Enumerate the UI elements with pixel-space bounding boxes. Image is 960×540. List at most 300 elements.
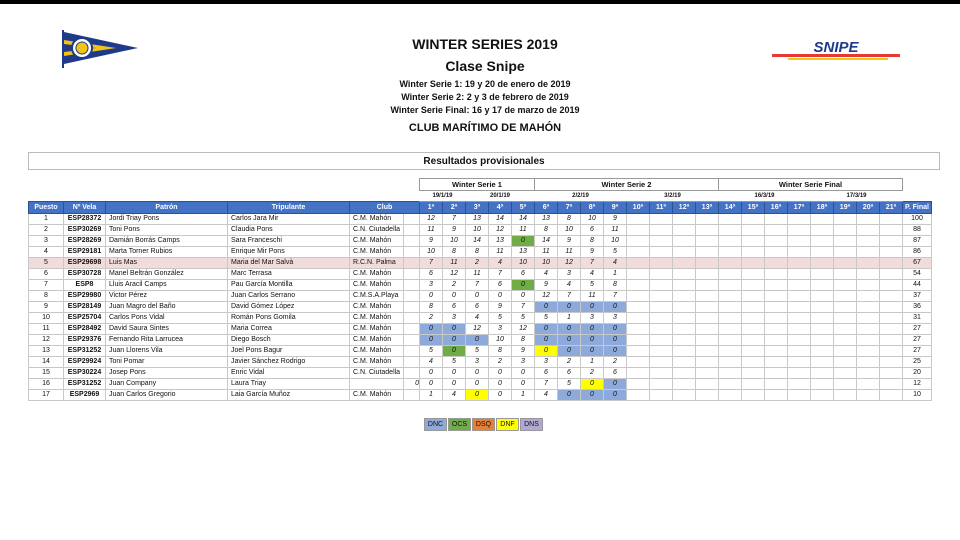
cell-race: [742, 247, 765, 258]
cell-race: 6: [466, 302, 489, 313]
cell-race: [811, 269, 834, 280]
cell-race: [857, 390, 880, 401]
cell-race: [834, 280, 857, 291]
cell-race: 4: [558, 280, 581, 291]
cell-race: 0: [581, 335, 604, 346]
table-row: [29, 258, 932, 269]
cell-club: C.M. Mahón: [350, 280, 404, 291]
cell-race: 0: [604, 379, 627, 390]
cell-race: [696, 335, 719, 346]
cell-race: [811, 280, 834, 291]
cell-race: [650, 324, 673, 335]
cell-race: 1: [581, 357, 604, 368]
cell-race: [650, 302, 673, 313]
cell-race: [627, 368, 650, 379]
cell-race: 3: [512, 357, 535, 368]
cell-race: [719, 258, 742, 269]
cell-race: 10: [443, 236, 466, 247]
cell-race: 6: [420, 269, 443, 280]
race-date: 20/1/19: [466, 191, 535, 202]
cell-race: 8: [466, 247, 489, 258]
cell-race: 0: [558, 302, 581, 313]
cell-race: 0: [581, 390, 604, 401]
cell-race: 8: [558, 214, 581, 225]
cell-race: [719, 236, 742, 247]
cell-race: 3: [420, 280, 443, 291]
cell-race: 11: [535, 247, 558, 258]
cell-club: C.M.S.A.Playa: [350, 291, 404, 302]
table-row: [29, 291, 932, 302]
cell-race: [627, 357, 650, 368]
cell-extra: [404, 324, 420, 335]
cell-race: [857, 335, 880, 346]
cell-race: [811, 390, 834, 401]
cell-race: 4: [466, 313, 489, 324]
cell-vela: ESP30269: [64, 225, 106, 236]
cell-race: 0: [604, 302, 627, 313]
cell-race: [627, 269, 650, 280]
cell-final: 12: [903, 379, 932, 390]
cell-race: [627, 390, 650, 401]
cell-race: [650, 313, 673, 324]
cell-club: C.M. Mahón: [350, 269, 404, 280]
cell-race: [857, 269, 880, 280]
cell-patron: Juan Carlos Gregorio: [106, 390, 228, 401]
cell-race: 1: [420, 390, 443, 401]
cell-race: [742, 258, 765, 269]
cell-race: 0: [512, 379, 535, 390]
cell-race: [742, 313, 765, 324]
cell-race: [719, 368, 742, 379]
table-row: [29, 269, 932, 280]
cell-extra: [404, 335, 420, 346]
col-race: 18ª: [811, 202, 834, 214]
cell-race: [742, 379, 765, 390]
cell-race: [742, 368, 765, 379]
cell-race: [788, 291, 811, 302]
cell-race: 0: [466, 390, 489, 401]
cell-race: 11: [489, 247, 512, 258]
results-table: [28, 178, 932, 401]
cell-race: 9: [443, 225, 466, 236]
cell-final: 27: [903, 335, 932, 346]
cell-race: 10: [489, 335, 512, 346]
col-race: 12ª: [673, 202, 696, 214]
cell-race: 12: [512, 324, 535, 335]
cell-race: 6: [535, 368, 558, 379]
cell-race: [765, 313, 788, 324]
cell-puesto: 14: [29, 357, 64, 368]
col-club: Club: [350, 202, 420, 214]
cell-race: [673, 335, 696, 346]
cell-race: [719, 390, 742, 401]
col-race: 3ª: [466, 202, 489, 214]
cell-race: 12: [466, 324, 489, 335]
cell-vela: ESP29181: [64, 247, 106, 258]
cell-tripulante: Sara Franceschi: [228, 236, 350, 247]
cell-race: [857, 236, 880, 247]
cell-race: 9: [512, 346, 535, 357]
col-patron: Patrón: [106, 202, 228, 214]
cell-race: [742, 269, 765, 280]
col-race: 6ª: [535, 202, 558, 214]
cell-race: [742, 236, 765, 247]
cell-race: [765, 357, 788, 368]
legend-item-dsq: DSQ: [472, 418, 495, 431]
cell-race: [719, 324, 742, 335]
cell-club: C.M. Mahón: [350, 214, 404, 225]
cell-race: [788, 368, 811, 379]
cell-race: 9: [535, 280, 558, 291]
cell-race: [627, 291, 650, 302]
cell-race: [650, 214, 673, 225]
cell-patron: Victor Pérez: [106, 291, 228, 302]
cell-race: [811, 214, 834, 225]
cell-race: 2: [604, 357, 627, 368]
group-serie-final: Winter Serie Final: [719, 179, 903, 191]
cell-extra: [404, 368, 420, 379]
cell-tripulante: Laia García Muñoz: [228, 390, 350, 401]
cell-final: 44: [903, 280, 932, 291]
cell-extra: 0: [404, 379, 420, 390]
cell-race: [765, 324, 788, 335]
cell-puesto: 8: [29, 291, 64, 302]
cell-patron: Jordi Triay Pons: [106, 214, 228, 225]
cell-race: [880, 324, 903, 335]
cell-tripulante: Laura Triay: [228, 379, 350, 390]
cell-race: [857, 324, 880, 335]
cell-club: C.N. Ciutadella: [350, 368, 404, 379]
cell-extra: [404, 291, 420, 302]
cell-race: 11: [581, 291, 604, 302]
cell-race: [880, 247, 903, 258]
cell-extra: [404, 302, 420, 313]
cell-race: [811, 379, 834, 390]
cell-vela: ESP30224: [64, 368, 106, 379]
col-race: 9ª: [604, 202, 627, 214]
cell-race: [880, 225, 903, 236]
cell-race: 3: [558, 269, 581, 280]
cell-final: 36: [903, 302, 932, 313]
cell-race: [788, 236, 811, 247]
cell-vela: ESP29980: [64, 291, 106, 302]
cell-race: [696, 302, 719, 313]
cell-race: [696, 390, 719, 401]
cell-final: 31: [903, 313, 932, 324]
cell-race: [650, 269, 673, 280]
cell-race: 5: [512, 313, 535, 324]
cell-race: [788, 346, 811, 357]
page-subtitle: Clase Snipe: [445, 58, 525, 74]
cell-race: [696, 214, 719, 225]
cell-race: [742, 357, 765, 368]
cell-patron: Juan Company: [106, 379, 228, 390]
cell-race: [742, 302, 765, 313]
cell-race: 10: [420, 247, 443, 258]
cell-race: 4: [581, 269, 604, 280]
cell-race: 3: [466, 357, 489, 368]
cell-final: 25: [903, 357, 932, 368]
cell-race: [673, 236, 696, 247]
col-race: 4ª: [489, 202, 512, 214]
cell-race: 11: [512, 225, 535, 236]
cell-race: [880, 335, 903, 346]
cell-puesto: 11: [29, 324, 64, 335]
cell-race: [880, 357, 903, 368]
cell-extra: [404, 258, 420, 269]
cell-race: [765, 390, 788, 401]
cell-race: 0: [489, 291, 512, 302]
cell-race: [788, 313, 811, 324]
cell-extra: [404, 357, 420, 368]
cell-race: 10: [466, 225, 489, 236]
cell-extra: [404, 390, 420, 401]
cell-race: [650, 247, 673, 258]
club-name: CLUB MARÍTIMO DE MAHÓN: [408, 122, 562, 134]
cell-final: 27: [903, 346, 932, 357]
cell-puesto: 3: [29, 236, 64, 247]
cell-race: 7: [558, 291, 581, 302]
col-race: 19ª: [834, 202, 857, 214]
cell-race: 14: [512, 214, 535, 225]
table-row: [29, 280, 932, 291]
cell-race: [627, 258, 650, 269]
cell-race: [880, 291, 903, 302]
cell-race: [765, 258, 788, 269]
cell-race: [742, 291, 765, 302]
cell-race: 2: [581, 368, 604, 379]
cell-race: 0: [512, 368, 535, 379]
cell-race: [811, 324, 834, 335]
cell-race: 7: [581, 258, 604, 269]
cell-race: 0: [581, 379, 604, 390]
cell-race: [880, 280, 903, 291]
cell-race: 13: [466, 214, 489, 225]
legend-item-dnf: DNF: [496, 418, 519, 431]
cell-patron: Fernando Rita Larrucea: [106, 335, 228, 346]
cell-club: C.M. Mahón: [350, 335, 404, 346]
cell-race: [650, 258, 673, 269]
legend-item-dnc: DNC: [424, 418, 447, 431]
cell-puesto: 12: [29, 335, 64, 346]
cell-race: [834, 225, 857, 236]
cell-extra: [404, 280, 420, 291]
cell-tripulante: Enrique Mir Pons: [228, 247, 350, 258]
cell-vela: ESP29698: [64, 258, 106, 269]
cell-race: 2: [558, 357, 581, 368]
cell-race: [719, 280, 742, 291]
cell-race: [880, 379, 903, 390]
cell-vela: ESP25704: [64, 313, 106, 324]
cell-race: [765, 379, 788, 390]
cell-race: 14: [466, 236, 489, 247]
cell-race: [880, 302, 903, 313]
cell-tripulante: Enric Vidal: [228, 368, 350, 379]
cell-race: 3: [489, 324, 512, 335]
cell-race: 5: [489, 313, 512, 324]
cell-race: [765, 247, 788, 258]
cell-race: 0: [443, 368, 466, 379]
cell-race: [719, 357, 742, 368]
cell-race: 9: [581, 247, 604, 258]
cell-race: 5: [443, 357, 466, 368]
cell-race: 4: [420, 357, 443, 368]
cell-patron: Manel Beltrán González: [106, 269, 228, 280]
legend: [424, 418, 544, 431]
table-row: [29, 236, 932, 247]
cell-race: [673, 258, 696, 269]
cell-race: [673, 269, 696, 280]
cell-race: [788, 357, 811, 368]
cell-race: [742, 324, 765, 335]
cell-race: 6: [489, 280, 512, 291]
cell-race: [765, 291, 788, 302]
cell-race: [857, 225, 880, 236]
cell-race: [788, 258, 811, 269]
cell-puesto: 16: [29, 379, 64, 390]
cell-race: 12: [489, 225, 512, 236]
cell-race: [719, 269, 742, 280]
cell-race: 0: [512, 291, 535, 302]
race-date: 17/3/19: [811, 191, 903, 202]
cell-race: [719, 313, 742, 324]
cell-extra: [404, 247, 420, 258]
race-date: 19/1/19: [420, 191, 466, 202]
cell-race: 0: [443, 379, 466, 390]
cell-race: [650, 280, 673, 291]
cell-race: [719, 225, 742, 236]
cell-race: 7: [489, 269, 512, 280]
cell-vela: ESP28372: [64, 214, 106, 225]
cell-race: 0: [420, 379, 443, 390]
table-row: [29, 368, 932, 379]
cell-race: 8: [581, 236, 604, 247]
cell-race: [834, 390, 857, 401]
cell-tripulante: Marc Terrasa: [228, 269, 350, 280]
cell-race: [811, 247, 834, 258]
cell-race: [834, 214, 857, 225]
cell-race: 0: [558, 335, 581, 346]
cell-final: 88: [903, 225, 932, 236]
cell-extra: [404, 214, 420, 225]
col-vela: Nº Vela: [64, 202, 106, 214]
cell-race: [719, 302, 742, 313]
cell-race: 0: [535, 302, 558, 313]
group-serie-2: Winter Serie 2: [535, 179, 719, 191]
cell-race: [857, 313, 880, 324]
cell-race: 7: [420, 258, 443, 269]
race-date: 16/3/19: [719, 191, 811, 202]
cell-race: 11: [604, 225, 627, 236]
cell-race: 0: [558, 390, 581, 401]
cell-extra: [404, 269, 420, 280]
table-row: [29, 390, 932, 401]
cell-race: 9: [558, 236, 581, 247]
col-race: 15ª: [742, 202, 765, 214]
cell-race: [627, 214, 650, 225]
cell-race: [650, 225, 673, 236]
cell-race: [627, 236, 650, 247]
cell-final: 87: [903, 236, 932, 247]
cell-tripulante: Carlos Jara Mir: [228, 214, 350, 225]
cell-race: [673, 225, 696, 236]
cell-race: 11: [466, 269, 489, 280]
cell-race: 0: [558, 324, 581, 335]
cell-race: [857, 258, 880, 269]
cell-race: [765, 280, 788, 291]
cell-race: [834, 379, 857, 390]
cell-race: [650, 368, 673, 379]
cell-race: 5: [581, 280, 604, 291]
cell-vela: ESP28269: [64, 236, 106, 247]
cell-race: [627, 346, 650, 357]
cell-race: [696, 368, 719, 379]
cell-race: [696, 291, 719, 302]
cell-final: 100: [903, 214, 932, 225]
cell-puesto: 6: [29, 269, 64, 280]
cell-race: [857, 379, 880, 390]
cell-race: 9: [489, 302, 512, 313]
cell-race: [696, 324, 719, 335]
cell-club: R.C.N. Palma: [350, 258, 404, 269]
cell-final: 67: [903, 258, 932, 269]
cell-vela: ESP29924: [64, 357, 106, 368]
cell-race: 0: [558, 346, 581, 357]
cell-race: [765, 346, 788, 357]
cell-race: 1: [558, 313, 581, 324]
cell-race: 0: [420, 324, 443, 335]
cell-race: [811, 357, 834, 368]
cell-final: 27: [903, 324, 932, 335]
cell-race: [765, 335, 788, 346]
cell-extra: [404, 225, 420, 236]
cell-race: 0: [466, 335, 489, 346]
cell-race: 6: [512, 269, 535, 280]
cell-race: [765, 214, 788, 225]
cell-race: [650, 236, 673, 247]
col-race: 1ª: [420, 202, 443, 214]
cell-puesto: 4: [29, 247, 64, 258]
cell-race: [673, 368, 696, 379]
cell-race: 12: [558, 258, 581, 269]
cell-race: [673, 346, 696, 357]
cell-race: 7: [512, 302, 535, 313]
cell-puesto: 17: [29, 390, 64, 401]
cell-race: [742, 335, 765, 346]
cell-race: [834, 291, 857, 302]
cell-club: C.M. Mahón: [350, 357, 404, 368]
table-row: [29, 225, 932, 236]
cell-race: 8: [604, 280, 627, 291]
col-race: 17ª: [788, 202, 811, 214]
cell-race: [880, 258, 903, 269]
cell-race: [742, 390, 765, 401]
cell-race: [811, 236, 834, 247]
group-serie-1: Winter Serie 1: [420, 179, 535, 191]
cell-race: [788, 214, 811, 225]
cell-race: [857, 291, 880, 302]
cell-race: [673, 291, 696, 302]
cell-race: [742, 214, 765, 225]
cell-patron: Juan Llorens Vila: [106, 346, 228, 357]
cell-race: 2: [420, 313, 443, 324]
cell-race: [650, 346, 673, 357]
cell-patron: David Saura Sintes: [106, 324, 228, 335]
col-race: 20ª: [857, 202, 880, 214]
cell-club: [350, 379, 404, 390]
cell-race: 11: [558, 247, 581, 258]
cell-race: 0: [604, 390, 627, 401]
